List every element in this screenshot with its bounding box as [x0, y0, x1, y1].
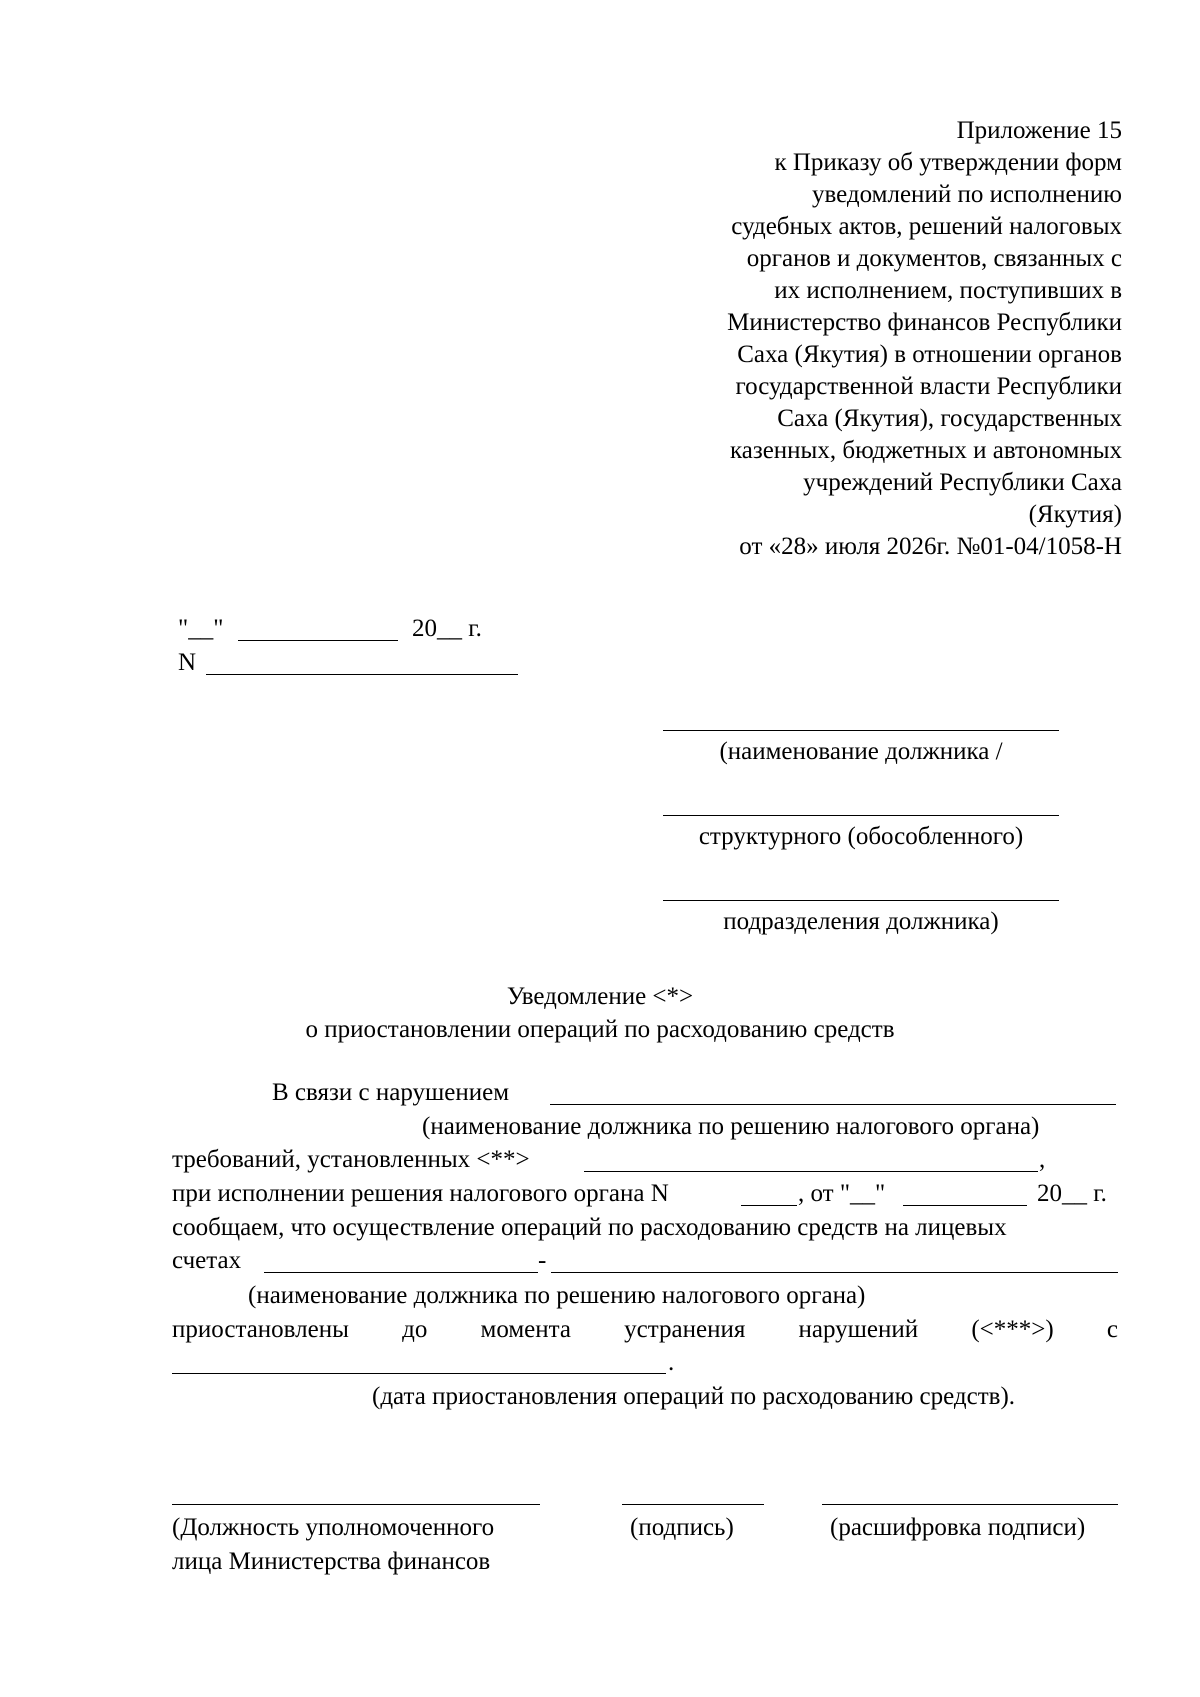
number-label: N: [178, 649, 197, 676]
suspension-word: приостановлены: [172, 1316, 349, 1343]
account-owner-field[interactable]: [551, 1272, 1118, 1273]
notification-text: сообщаем, что осуществление операций по расходованию средств на лицевых: [172, 1214, 1007, 1241]
date-day-label: "__": [178, 615, 224, 642]
accounts-label: счетах: [172, 1247, 242, 1274]
appendix-line: государственной власти Республики: [735, 373, 1122, 400]
appendix-line: от «28» июля 2026г. №01-04/1058-Н: [739, 533, 1122, 560]
debtor-name-caption: (наименование должника /: [719, 738, 1003, 765]
signature-field[interactable]: [622, 1504, 764, 1505]
account-owner-caption: (наименование должника по решению налогового органа): [248, 1282, 866, 1309]
subdivision-field-2[interactable]: [663, 900, 1059, 901]
suspension-word: момента: [480, 1316, 571, 1343]
suspension-date-field[interactable]: [172, 1373, 666, 1374]
body-violation-text: В связи с нарушением: [272, 1079, 510, 1106]
signature-caption: (подпись): [630, 1514, 734, 1541]
document-title: Уведомление <*>: [506, 983, 694, 1010]
decision-number-field[interactable]: [741, 1205, 797, 1206]
suspension-word: до: [402, 1316, 428, 1343]
appendix-line: Саха (Якутия), государственных: [777, 405, 1122, 432]
decision-year-label: 20__ г.: [1037, 1180, 1107, 1207]
appendix-line: их исполнением, поступивших в: [774, 277, 1122, 304]
subdivision-caption-2: подразделения должника): [723, 908, 999, 935]
violator-name-caption: (наименование должника по решению налогового органа): [422, 1113, 1040, 1140]
suspension-date-period: .: [668, 1349, 675, 1376]
suspension-word: (<***>): [971, 1316, 1054, 1343]
appendix-line: органов и документов, связанных с: [746, 245, 1122, 272]
appendix-line: Саха (Якутия) в отношении органов: [737, 341, 1122, 368]
appendix-line: казенных, бюджетных и автономных: [729, 437, 1122, 464]
document-subtitle: о приостановлении операций по расходованию средств: [305, 1016, 895, 1043]
date-month-field[interactable]: [238, 640, 398, 641]
appendix-line: судебных актов, решений налоговых: [731, 213, 1122, 240]
appendix-line: уведомлений по исполнению: [812, 181, 1122, 208]
requirements-comma: ,: [1039, 1146, 1046, 1173]
appendix-line: Приложение 15: [956, 117, 1122, 144]
official-position-caption-2: лица Министерства финансов: [172, 1548, 491, 1575]
appendix-line: Министерство финансов Республики: [727, 309, 1122, 336]
decision-date-label: , от "__": [798, 1180, 886, 1207]
account-number-field[interactable]: [264, 1272, 538, 1273]
signature-decoding-field[interactable]: [822, 1504, 1118, 1505]
official-position-caption: (Должность уполномоченного: [172, 1514, 495, 1541]
appendix-header: [727, 115, 1122, 563]
requirements-text: требований, установленных <**>: [172, 1146, 530, 1173]
accounts-dash: -: [538, 1247, 547, 1274]
requirements-field[interactable]: [584, 1171, 1038, 1172]
suspension-word: устранения: [624, 1316, 746, 1343]
document-number-field[interactable]: [206, 674, 518, 675]
decision-date-month-field[interactable]: [903, 1205, 1027, 1206]
date-year-label: 20__ г.: [412, 615, 482, 642]
appendix-line: к Приказу об утверждении форм: [774, 149, 1122, 176]
decision-text: при исполнении решения налогового органа N: [172, 1180, 669, 1207]
appendix-line: (Якутия): [1028, 501, 1122, 528]
suspension-word: нарушений: [798, 1316, 919, 1343]
signature-decoding-caption: (расшифровка подписи): [830, 1514, 1086, 1541]
suspension-word: с: [1106, 1316, 1118, 1343]
subdivision-caption: структурного (обособленного): [698, 823, 1024, 850]
official-position-field[interactable]: [172, 1504, 540, 1505]
debtor-name-field[interactable]: [663, 730, 1059, 731]
appendix-line: учреждений Республики Саха: [803, 469, 1122, 496]
violator-name-field[interactable]: [550, 1104, 1116, 1105]
subdivision-field[interactable]: [663, 815, 1059, 816]
suspension-date-caption: (дата приостановления операций по расходованию средств).: [372, 1383, 1016, 1410]
suspension-line: [172, 1314, 1118, 1346]
